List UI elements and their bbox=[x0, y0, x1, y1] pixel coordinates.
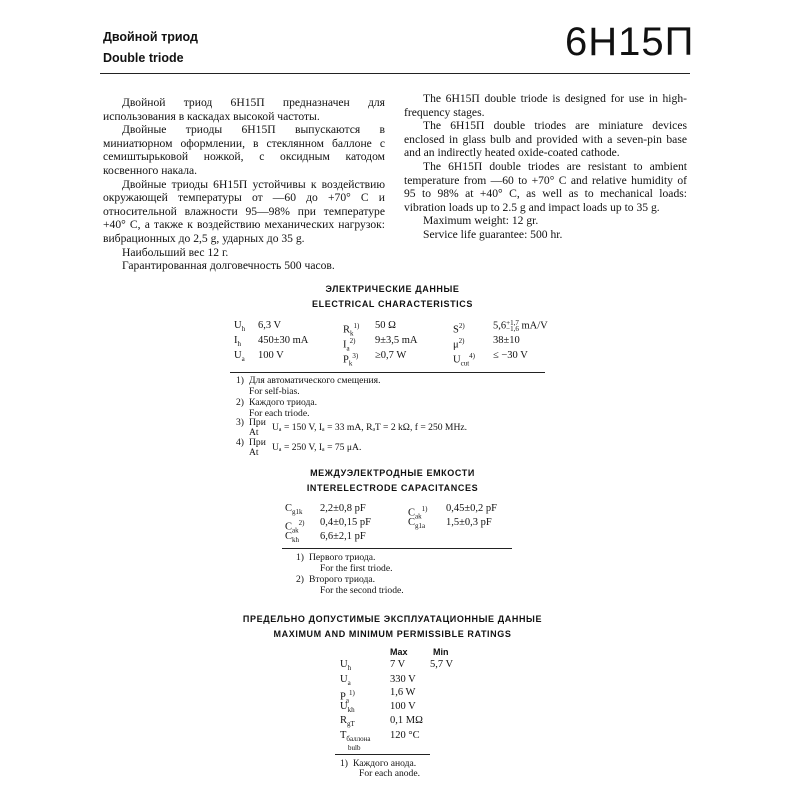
capacitance-heading-ru: МЕЖДУЭЛЕКТРОДНЫЕ ЕМКОСТИ bbox=[310, 468, 475, 478]
footnote-num: 2) bbox=[296, 574, 304, 585]
symbol-subscript: h bbox=[347, 664, 352, 673]
parameter-symbol bbox=[340, 701, 355, 716]
parameter-symbol bbox=[340, 730, 371, 752]
footnote-ref: 2) bbox=[349, 337, 356, 345]
electrical-heading-ru: ЭЛЕКТРИЧЕСКИЕ ДАННЫЕ bbox=[325, 284, 460, 294]
parameter-symbol bbox=[453, 350, 475, 370]
paragraph: Service life guarantee: 500 hr. bbox=[423, 227, 563, 241]
symbol-subscript: ak bbox=[292, 526, 299, 535]
parameter-value: 1,6 W bbox=[390, 687, 416, 698]
footnote-en: At bbox=[249, 447, 259, 458]
parameter-value: 100 V bbox=[258, 350, 284, 361]
parameter-value: 0,45±0,2 pF bbox=[446, 503, 497, 514]
parameter-symbol bbox=[340, 659, 351, 674]
title-ru: Двойной триод bbox=[103, 30, 198, 44]
symbol: U bbox=[340, 701, 348, 712]
footnote-ref: 4) bbox=[469, 352, 475, 360]
parameter-symbol bbox=[340, 715, 355, 730]
parameter-value: 330 V bbox=[390, 674, 416, 685]
footnote-ru: При bbox=[249, 437, 266, 448]
symbol: μ bbox=[453, 339, 459, 351]
parameter-value: 38±10 bbox=[493, 335, 520, 346]
symbol-subscript: a bbox=[347, 679, 351, 688]
footnote-ru: Каждого анода. bbox=[353, 758, 417, 769]
footnote-num: 1) bbox=[236, 375, 244, 386]
electrical-rule bbox=[230, 372, 545, 373]
capacitance-rule bbox=[282, 548, 512, 549]
ratings-rule bbox=[335, 754, 430, 755]
parameter-symbol bbox=[343, 350, 358, 370]
symbol: R bbox=[340, 715, 348, 726]
footnote-ru: Для автоматического смещения. bbox=[249, 375, 381, 386]
symbol-subscript: cut bbox=[460, 359, 470, 368]
symbol-subscript: g1k bbox=[292, 508, 303, 517]
paragraph: Двойные триоды 6Н15П устойчивы к воздействию окружающей температуры от —60 до +70° С и относительной влажности 95—98% при температуре +40° С, а также к воздействию механических нагрузок: вибрационных до 2,5 g, ударных до 35 g. bbox=[103, 177, 385, 245]
paragraph: Наибольший вес 12 г. bbox=[122, 245, 229, 259]
footnote-ref: 2) bbox=[298, 519, 305, 527]
parameter-value: 120 °C bbox=[390, 730, 420, 741]
footnote-num: 2) bbox=[236, 397, 244, 408]
ratings-heading-en: MAXIMUM AND MINIMUM PERMISSIBLE RATINGS bbox=[273, 629, 512, 639]
footnote-en: For each anode. bbox=[359, 768, 421, 779]
symbol: R bbox=[343, 324, 351, 336]
footnote-num: 4) bbox=[236, 437, 244, 448]
symbol: C bbox=[408, 517, 416, 528]
value-base: 5,6 bbox=[493, 320, 507, 332]
tube-code: 6Н15П bbox=[565, 20, 695, 64]
electrical-heading-en: ELECTRICAL CHARACTERISTICS bbox=[312, 299, 473, 309]
footnote-ref: 1) bbox=[353, 322, 360, 330]
symbol-subscript: g1a bbox=[415, 522, 426, 531]
parameter-value: 7 V bbox=[390, 659, 406, 670]
parameter-value: 450±30 mA bbox=[258, 335, 309, 346]
footnote-num: 1) bbox=[296, 552, 304, 563]
symbol: C bbox=[285, 521, 293, 533]
parameter-symbol bbox=[234, 320, 245, 335]
footnote-ref: 1) bbox=[421, 505, 428, 513]
parameter-value: 2,2±0,8 pF bbox=[320, 503, 366, 514]
tolerance-minus: −1,6 bbox=[506, 325, 519, 333]
value-unit: mA/V bbox=[518, 320, 548, 332]
symbol-subscript: h bbox=[237, 340, 241, 349]
parameter-symbol bbox=[408, 517, 425, 532]
parameter-value: ≤ −30 V bbox=[493, 350, 528, 361]
paragraph: Двойной триод 6Н15П предназначен для использования в каскадах высокой частоты. bbox=[103, 96, 385, 123]
paragraph: Двойные триоды 6Н15П выпускаются в миниатюрном оформлении, в стеклянном баллоне с семиштырьковой ножкой, с оксидным катодом косвенного накала. bbox=[103, 123, 385, 177]
symbol-subscript: kh bbox=[347, 706, 355, 715]
parameter-symbol bbox=[234, 335, 241, 350]
symbol: C bbox=[285, 531, 293, 542]
ratings-heading-ru: ПРЕДЕЛЬНО ДОПУСТИМЫЕ ЭКСПЛУАТАЦИОННЫЕ ДАННЫЕ bbox=[242, 614, 543, 624]
capacitance-heading-en: INTERELECTRODE CAPACITANCES bbox=[306, 483, 479, 493]
footnote-ru: Каждого триода. bbox=[249, 397, 318, 408]
parameter-value: 9±3,5 mA bbox=[375, 335, 418, 346]
parameter-value: ≥0,7 W bbox=[375, 350, 407, 361]
symbol: U bbox=[234, 350, 242, 361]
paragraph: Гарантированная долговечность 500 часов. bbox=[122, 259, 335, 273]
footnote-ru: Первого триода. bbox=[309, 552, 376, 563]
tolerance bbox=[506, 320, 519, 332]
header-rule bbox=[100, 73, 690, 74]
description-en bbox=[404, 92, 687, 242]
symbol-subscript: gT bbox=[347, 720, 355, 729]
footnote-en: At bbox=[249, 427, 259, 438]
footnote-ref: 2) bbox=[458, 337, 465, 345]
symbol: C bbox=[408, 507, 416, 519]
symbol: C bbox=[285, 503, 293, 514]
parameter-value bbox=[493, 320, 548, 332]
paragraph: The 6Н15П double triodes are resistant to ambient temperature from —60 to +70° C and relative humidity of 95 to 98% at +40° C, as well as to mechanical loads: vibration loads up to 2.5 g and impact loads up to 35 g. bbox=[404, 159, 687, 214]
symbol: T bbox=[340, 730, 347, 741]
symbol-subscript: ak bbox=[415, 512, 422, 521]
symbol-subscript: h bbox=[241, 325, 246, 334]
parameter-value: 0,4±0,15 pF bbox=[320, 517, 371, 528]
tolerance-plus: +1,7 bbox=[506, 319, 519, 327]
footnote-ru: При bbox=[249, 417, 266, 428]
symbol: I bbox=[234, 335, 238, 346]
footnote-en: For self-bias. bbox=[249, 386, 300, 397]
footnote-condition: Uₐ = 250 V, Iₐ = 75 μA. bbox=[272, 442, 362, 453]
symbol: U bbox=[453, 354, 461, 366]
symbol: P bbox=[340, 691, 346, 703]
parameter-value: 5,7 V bbox=[430, 659, 454, 670]
symbol: P bbox=[343, 354, 349, 366]
symbol-subscript: a bbox=[345, 696, 349, 705]
symbol: U bbox=[234, 320, 242, 331]
symbol-subscript: k bbox=[348, 359, 353, 368]
footnote-en: For the first triode. bbox=[320, 563, 393, 574]
description-ru bbox=[103, 96, 385, 273]
parameter-value: 50 Ω bbox=[375, 320, 396, 331]
symbol-subscript: kh bbox=[292, 536, 300, 545]
footnote-condition: Uₐ = 150 V, Iₐ = 33 mA, RₔT = 2 kΩ, f = 250 MHz. bbox=[272, 422, 468, 433]
ratings-col-min: Min bbox=[433, 647, 449, 657]
symbol: I bbox=[343, 339, 347, 351]
symbol-subscript: k bbox=[350, 329, 354, 338]
symbol: S bbox=[453, 324, 459, 336]
footnote-ref: 2) bbox=[458, 322, 465, 330]
paragraph: The 6Н15П double triode is designed for use in high-frequency stages. bbox=[404, 92, 687, 119]
footnote-ref: 3) bbox=[352, 352, 359, 360]
title-en: Double triode bbox=[103, 51, 184, 65]
parameter-symbol bbox=[285, 503, 303, 518]
parameter-value: 100 V bbox=[390, 701, 416, 712]
paragraph: The 6Н15П double triodes are miniature devices enclosed in glass bulb and provided with a seven-pin base and an indirectly heated oxide-coated cathode. bbox=[404, 119, 687, 160]
footnote-ru: Второго триода. bbox=[309, 574, 376, 585]
symbol: U bbox=[340, 674, 348, 685]
parameter-value: 6,6±2,1 pF bbox=[320, 531, 366, 542]
parameter-symbol bbox=[234, 350, 245, 365]
paragraph: Maximum weight: 12 gr. bbox=[423, 214, 539, 228]
parameter-value: 6,3 V bbox=[258, 320, 282, 331]
symbol-subscript-en: bulb bbox=[348, 744, 361, 753]
parameter-value: 0,1 MΩ bbox=[390, 715, 423, 726]
footnote-en: For each triode. bbox=[249, 408, 310, 419]
symbol: U bbox=[340, 659, 348, 670]
footnote-num: 1) bbox=[340, 758, 348, 769]
symbol-subscript: баллона bbox=[346, 735, 371, 744]
footnote-ref: 1) bbox=[348, 689, 355, 697]
footnote-en: For the second triode. bbox=[320, 585, 404, 596]
footnote-num: 3) bbox=[236, 417, 244, 428]
symbol-subscript: a bbox=[346, 344, 350, 353]
ratings-col-max: Max bbox=[390, 647, 408, 657]
parameter-value: 1,5±0,3 pF bbox=[446, 517, 492, 528]
symbol-subscript: a bbox=[241, 355, 245, 364]
parameter-symbol bbox=[285, 531, 299, 546]
